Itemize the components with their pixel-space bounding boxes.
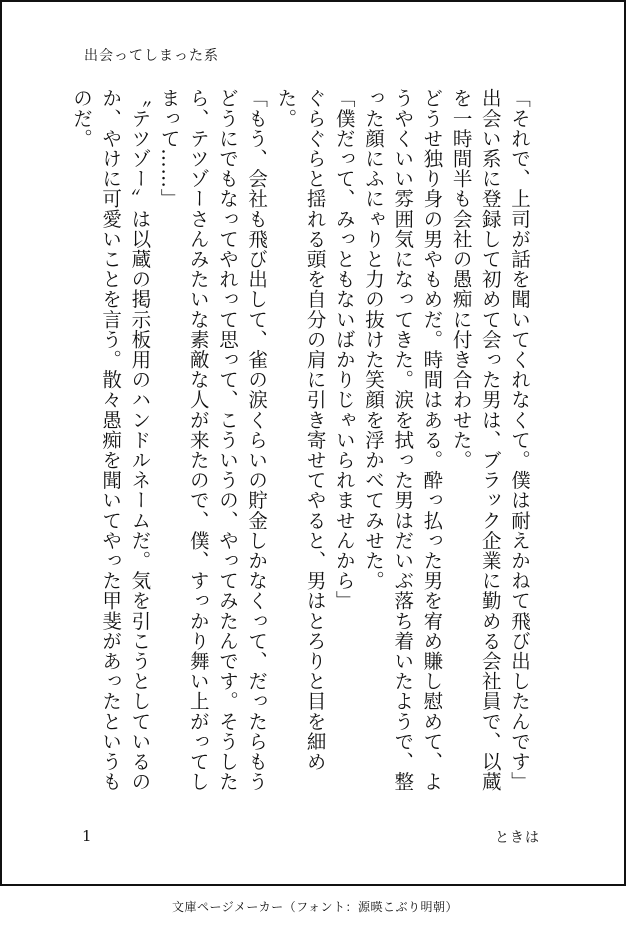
author-name: ときは [495,830,540,846]
paragraph: ぐらぐらと揺れる頭を自分の肩に引き寄せてやると、男はとろりと目を細めた。 [274,88,327,772]
page-number: 1 [82,827,92,845]
paragraph: 出会い系に登録して初めて会った男は、ブラック企業に勤める会社員で、以蔵を一時間半も会社の愚痴に付き合わせた。 [449,88,502,792]
paragraph: どうせ独り身の男やもめだ。時間はある。酔っ払った男を宥め賺し慰めて、ようやくいい雰囲気になってきた。涙を拭った男はだいぶ落ち着いたようで、整った顔にふにゃりと力の抜けた笑顔を浮かべてみせた。 [361,88,444,792]
paragraph: 〝テツゾー〟は以蔵の掲示板用のハンドルネームだ。気を引こうとしているのか、やけに可愛いことを言う。散々愚痴を聞いてやった甲斐があったというものだ。 [69,88,152,792]
paragraph: 「僕だって、みっともないばかりじゃいられませんから」 [332,88,356,611]
paragraph: 「もう、会社も飛び出して、雀の涙くらいの貯金しかなくって、だったらもうどうにでもなってやれって思って、こういうの、やってみたんです。そうしたら、テツゾーさんみたいな素敵な人が来たので、僕、すっかり舞い上がってしまって……」 [157,88,269,792]
body-text [69,88,534,808]
footer-credit: 文庫ページメーカー（フォント：源暎こぶり明朝） [171,900,459,914]
header-title: 出会ってしまった系 [84,48,219,64]
paragraph: 「それで、上司が話を聞いてくれなくて。僕は耐えかねて飛び出したんです」 [508,88,531,792]
